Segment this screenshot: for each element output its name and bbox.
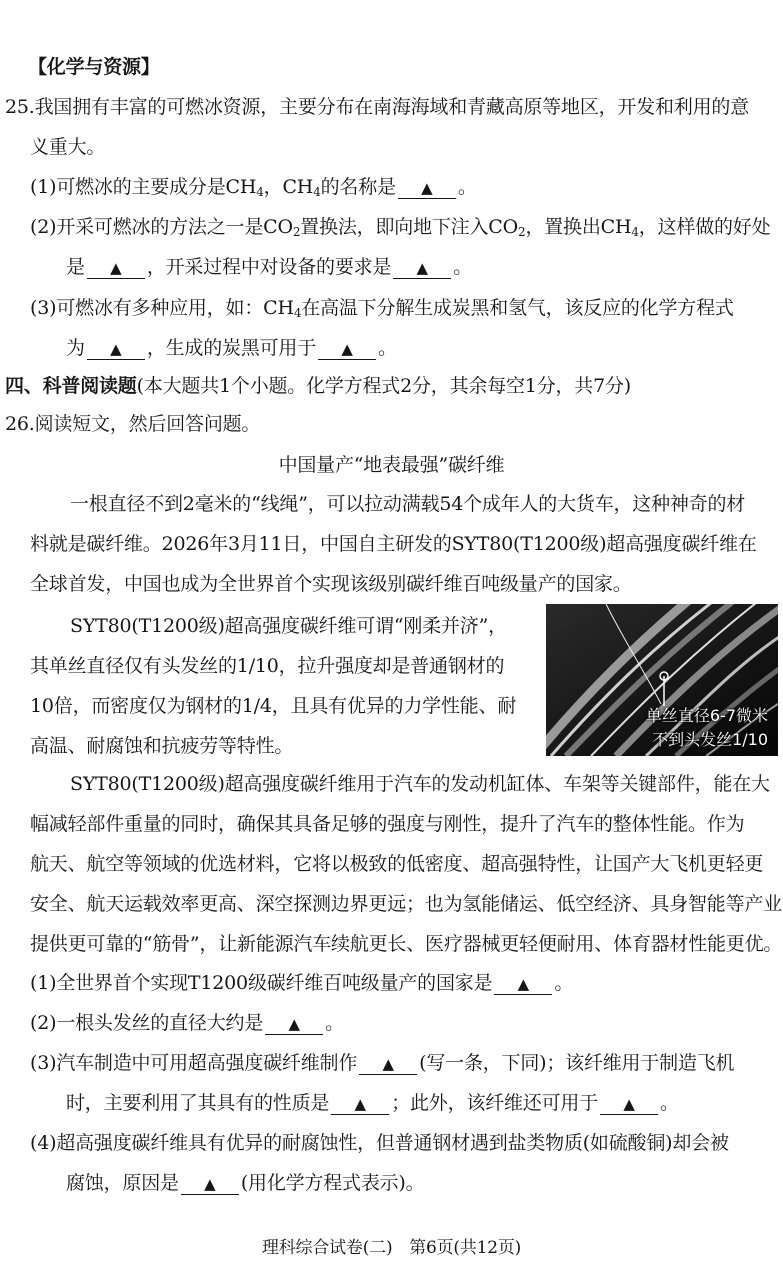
triangle-mark-icon: ▲ — [517, 975, 530, 993]
answer-blank[interactable] — [87, 257, 145, 279]
question-26-sub-3-line-2: 时，主要利用了其具有的性质是 ▲ ；此外，该纤维还可用于 ▲ 。 — [66, 1092, 679, 1114]
article-title: 中国量产“地表最强”碳纤维 — [278, 454, 505, 476]
question-26-stem: 26.阅读短文，然后回答问题。 — [5, 413, 261, 435]
article-para-2-line-2: 其单丝直径仅有头发丝的1/10，拉升强度却是普通钢材的 — [30, 655, 505, 677]
question-25-part-2-line-1: (2)开采可燃冰的方法之一是$CO_2$置换法，即向地下注入$CO_2$，置换出$CH_4$，这样做的好处 — [30, 216, 771, 239]
photo-caption-line-2: 不到头发丝1/10 — [652, 730, 768, 749]
question-25-stem-line-2: 义重大。 — [30, 136, 106, 158]
answer-blank[interactable] — [265, 1013, 323, 1035]
article-para-1-line-3: 全球首发，中国也成为全世界首个实现该级别碳纤维百吨级量产的国家。 — [30, 573, 632, 595]
answer-blank[interactable] — [181, 1173, 239, 1195]
triangle-mark-icon: ▲ — [421, 179, 433, 197]
article-para-1-line-2: 料就是碳纤维。2026年3月11日，中国自主研发的SYT80(T1200级)超高强度碳纤维在 — [30, 533, 757, 555]
answer-blank[interactable] — [494, 973, 552, 995]
answer-blank[interactable] — [331, 1093, 389, 1115]
article-para-1-line-1: 一根直径不到2毫米的“线绳”，可以拉动满载54个成年人的大货车，这种神奇的材 — [70, 493, 746, 515]
question-26-sub-4-line-2: 腐蚀，原因是 ▲ (用化学方程式表示)。 — [66, 1172, 425, 1194]
answer-blank[interactable] — [359, 1053, 417, 1075]
page-footer: 理科综合试卷(二) 第6页(共12页) — [261, 1238, 522, 1258]
triangle-mark-icon: ▲ — [416, 259, 428, 277]
article-para-2-line-3: 10倍，而密度仅为钢材的1/4，且具有优异的力学性能、耐 — [30, 695, 517, 717]
triangle-mark-icon: ▲ — [341, 340, 353, 358]
question-25-part-3-line-1: (3)可燃冰有多种应用，如：$CH_4$在高温下分解生成炭黑和氢气，该反应的化学方程式 — [30, 297, 734, 320]
answer-blank[interactable] — [393, 257, 451, 279]
triangle-mark-icon: ▲ — [623, 1095, 635, 1113]
question-25-part-3-line-2: 为 ▲ ，生成的炭黑可用于 ▲ 。 — [66, 337, 397, 359]
answer-blank[interactable] — [600, 1093, 658, 1115]
article-para-2-line-1: SYT80(T1200级)超高强度碳纤维可谓“刚柔并济”， — [70, 615, 507, 637]
triangle-mark-icon: ▲ — [204, 1175, 216, 1193]
question-26-sub-2: (2)一根头发丝的直径大约是 ▲ 。 — [30, 1012, 344, 1034]
question-26-sub-4-line-1: (4)超高强度碳纤维具有优异的耐腐蚀性，但普通钢材遇到盐类物质(如硫酸铜)却会被 — [30, 1132, 729, 1154]
article-para-2-line-4: 高温、耐腐蚀和抗疲劳等特性。 — [30, 735, 294, 757]
article-para-3-line-5: 提供更可靠的“筋骨”，让新能源汽车续航更长、医疗器械更轻便耐用、体育器材性能更优。 — [30, 933, 783, 955]
triangle-mark-icon: ▲ — [288, 1015, 300, 1033]
triangle-mark-icon: ▲ — [354, 1095, 366, 1113]
article-para-3-line-3: 航天、航空等领域的优选材料，它将以极致的低密度、超高强特性，让国产大飞机更轻更 — [30, 853, 764, 875]
triangle-mark-icon: ▲ — [110, 340, 122, 358]
question-26-sub-3-line-1: (3)汽车制造中可用超高强度碳纤维制作 ▲ (写一条，下同)；该纤维用于制造飞机 — [30, 1052, 735, 1074]
answer-blank[interactable] — [398, 177, 456, 199]
triangle-mark-icon: ▲ — [110, 259, 122, 277]
section-4-heading: 四、科普阅读题(本大题共1个小题。化学方程式2分，其余每空1分，共7分) — [5, 375, 631, 397]
section-heading-chemistry: 【化学与资源】 — [28, 56, 160, 78]
answer-blank[interactable] — [318, 338, 376, 360]
article-para-3-line-2: 幅减轻部件重量的同时，确保其具备足够的强度与刚性，提升了汽车的整体性能。作为 — [30, 813, 745, 835]
answer-blank[interactable] — [87, 338, 145, 360]
question-25-part-2-line-2: 是 ▲ ，开采过程中对设备的要求是 ▲ 。 — [66, 256, 473, 278]
triangle-mark-icon: ▲ — [382, 1055, 394, 1073]
article-para-3-line-1: SYT80(T1200级)超高强度碳纤维用于汽车的发动机缸体、车架等关键部件，能在大 — [70, 773, 770, 795]
carbon-fiber-photo — [546, 604, 778, 756]
photo-caption-line-1: 单丝直径6-7微米 — [645, 706, 768, 725]
question-26-sub-1: (1)全世界首个实现T1200级碳纤维百吨级量产的国家是 ▲ 。 — [30, 972, 574, 994]
article-para-3-line-4: 安全、航天运载效率更高、深空探测边界更远；也为氢能储运、低空经济、具身智能等产业 — [30, 893, 783, 915]
question-25-part-1: (1)可燃冰的主要成分是$CH_4$，$CH_4$的名称是 ▲ 。 — [30, 176, 477, 199]
question-25-stem-line-1: 25.我国拥有丰富的可燃冰资源，主要分布在南海海域和青藏高原等地区，开发和利用的意 — [5, 96, 750, 118]
